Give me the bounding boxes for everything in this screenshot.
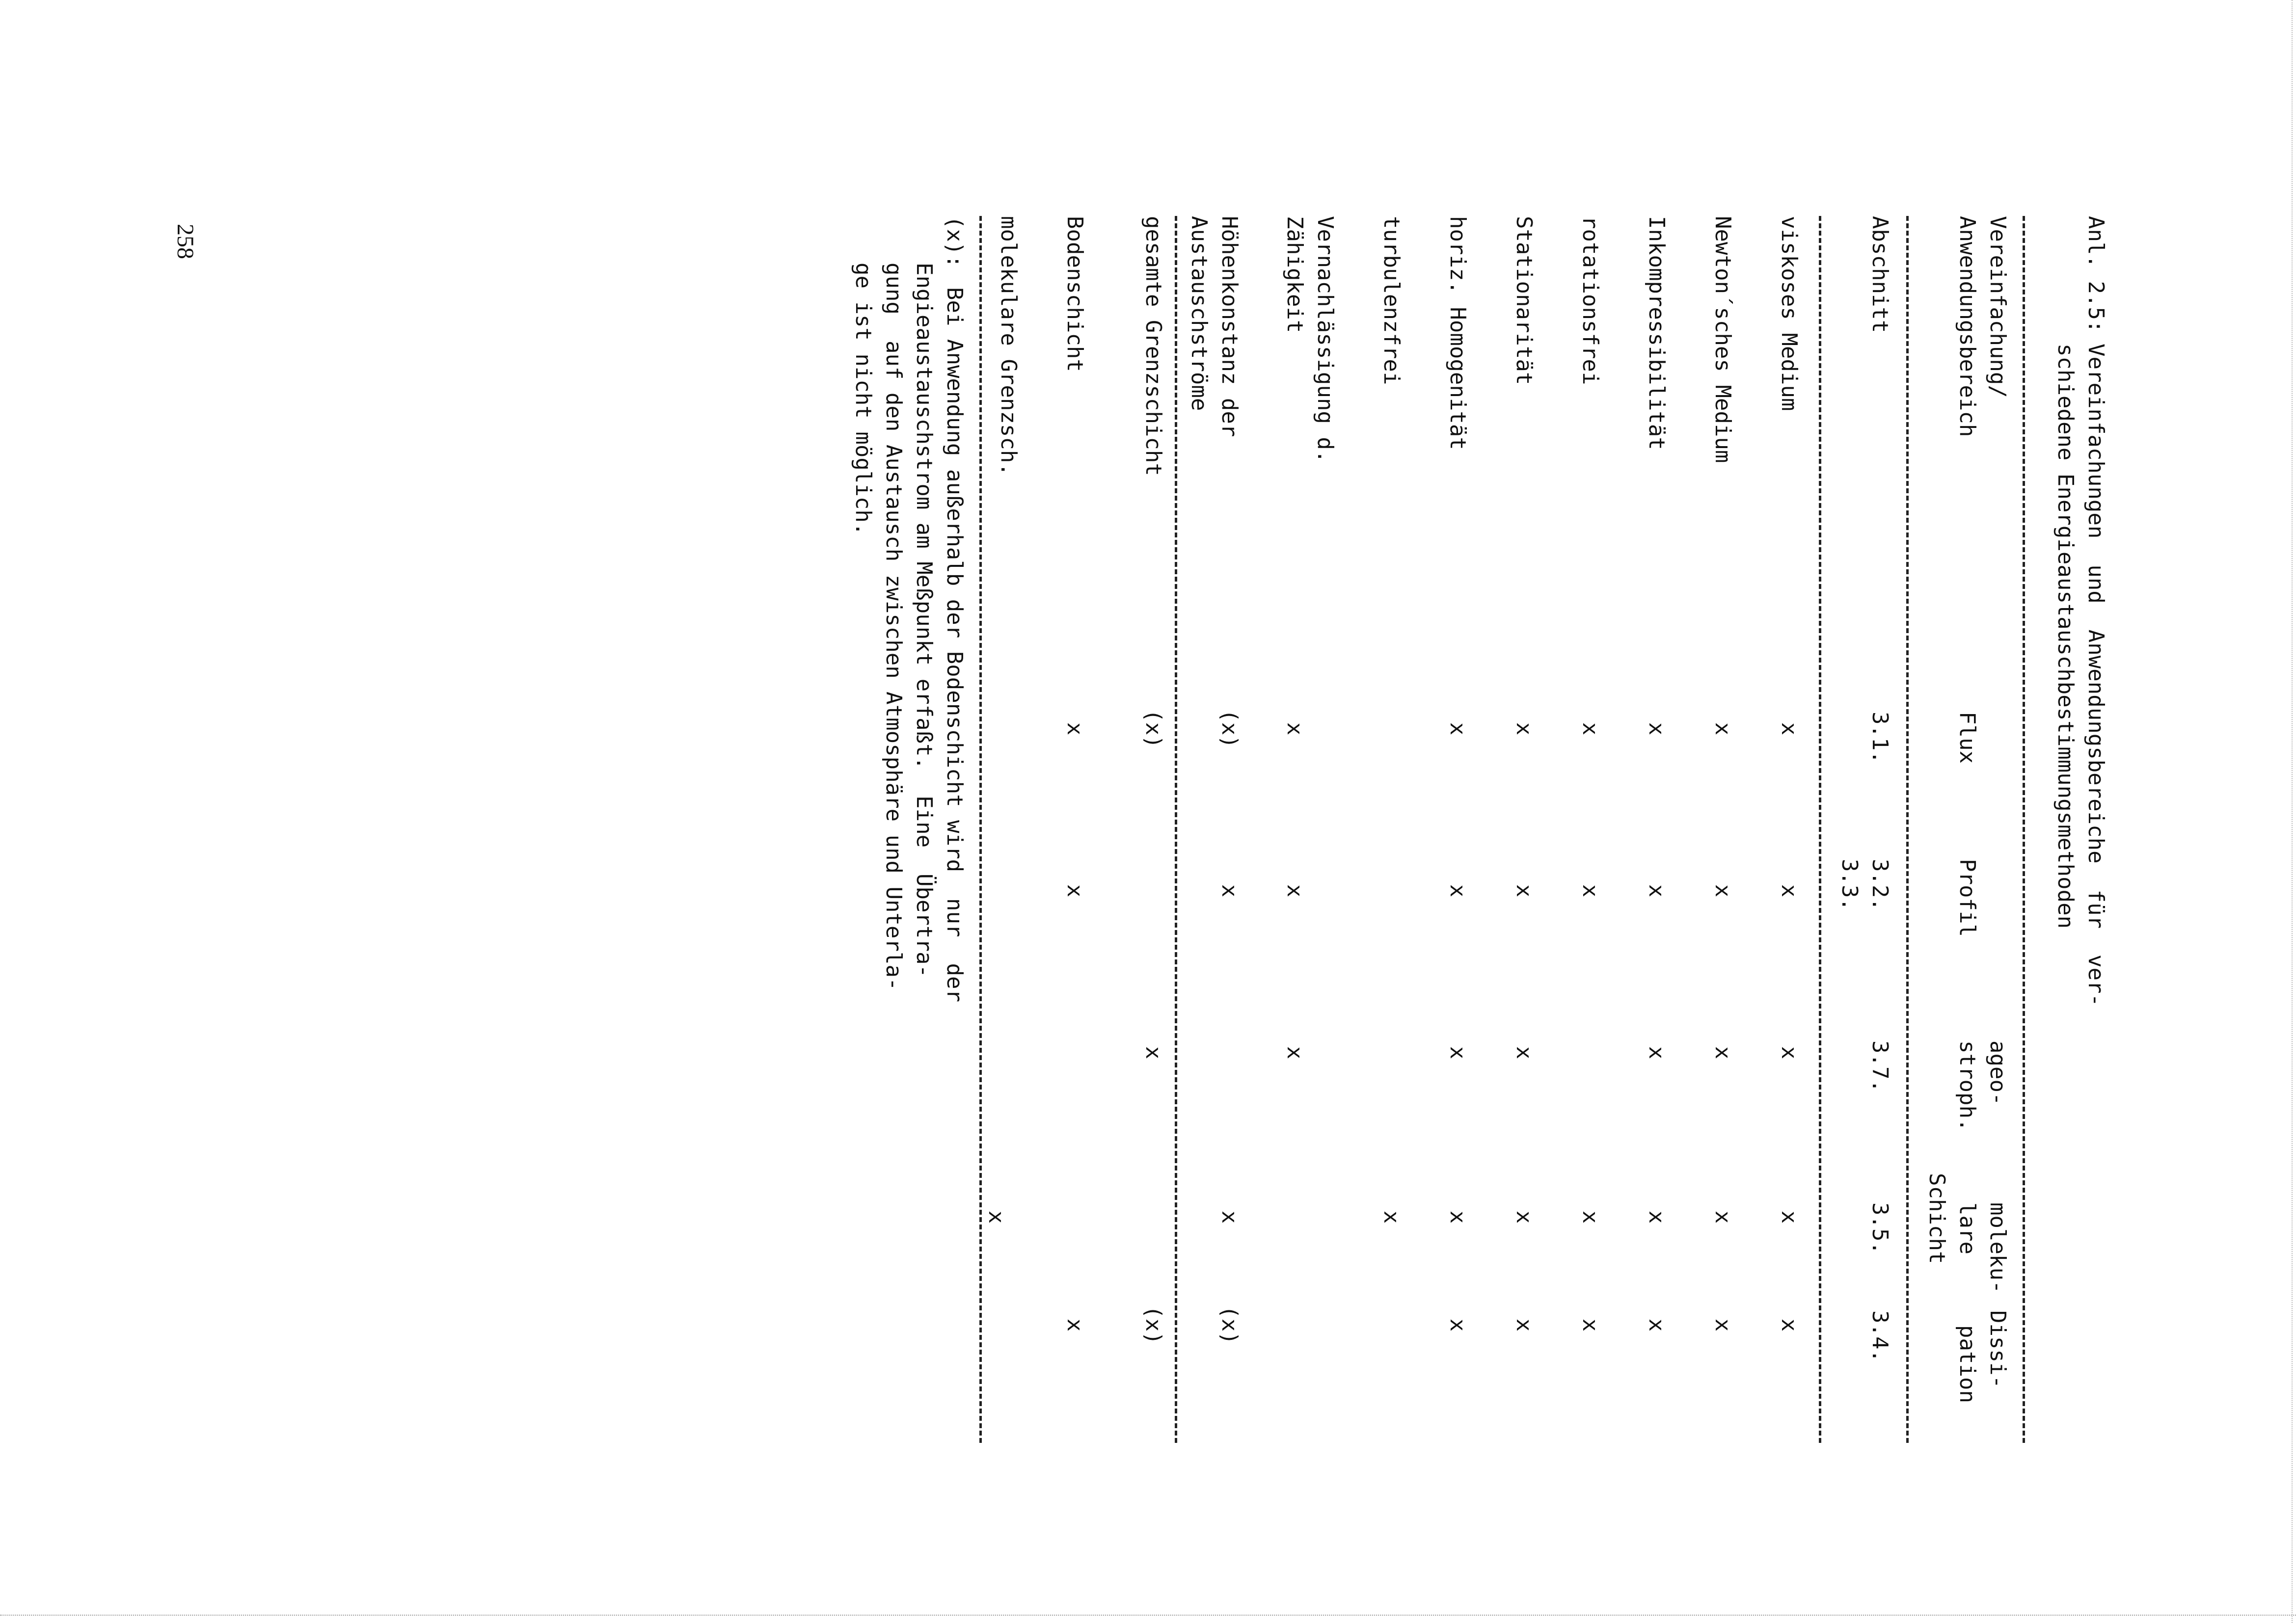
row-label-continued: Zähigkeit [1282,216,1307,333]
section-ageostroph: 3.7. [1867,1040,1892,1092]
column-header-profil: Profil [1955,859,1980,937]
column-header-molekulare-1: moleku- [1985,1202,2010,1294]
table-mark: x [1710,722,1735,736]
section-dissipation: 3.4. [1867,1310,1892,1362]
table-caption-line-1: Vereinfachungen und Anwendungsbereiche für ver- [2083,344,2108,1007]
table-mark: x [1578,1210,1603,1224]
table-mark: x [1282,884,1307,898]
column-header-flux: Flux [1955,712,1980,764]
row-label: Inkompressibilität [1644,216,1669,450]
header-row-label-line-1: Vereinfachung/ [1985,216,2010,398]
table-mark: x [1282,722,1307,736]
table-mark: x [1445,884,1470,898]
row-label-continued: Austauschströme [1187,216,1212,411]
table-mark: x [1217,884,1242,898]
row-label: Stationarität [1512,216,1537,385]
table-mark: x [1710,1210,1735,1224]
rule-header [1906,216,1909,1443]
column-header-molekulare-3: Schicht [1924,1173,1949,1264]
scan-edge-bottom [0,1615,2296,1616]
table-mark: x [1062,884,1087,898]
table-mark: x [1777,1318,1802,1332]
table-mark: x [1445,1210,1470,1224]
scan-edge-right [2292,0,2293,1623]
rule-section [1819,216,1821,1443]
row-label: Newton´sches Medium [1710,216,1735,463]
row-label: gesamte Grenzschicht [1141,216,1166,476]
table-mark: x [1644,1318,1669,1332]
table-mark: x [1217,1210,1242,1224]
footnote-line: Bei Anwendung außerhalb der Bodenschicht wird nur der [942,287,967,1002]
column-header-dissipation-2: pation [1955,1325,1980,1403]
rule-after-hoehenkonstanz [1175,216,1177,1443]
row-label: turbulenzfrei [1379,216,1404,385]
rule-top [2023,216,2025,1443]
table-mark: x [1710,1318,1735,1332]
table-mark: x [1710,884,1735,898]
table-mark: (x) [1141,1305,1166,1345]
table-caption-label: Anl. 2.5: [2083,216,2108,333]
section-molekulare: 3.5. [1867,1202,1892,1254]
table-mark: (x) [1217,1305,1242,1345]
table-mark: x [1710,1046,1735,1060]
table-mark: x [1445,1318,1470,1332]
row-label: rotationsfrei [1578,216,1603,385]
section-profil-1: 3.2. [1867,859,1892,911]
row-label: viskoses Medium [1777,216,1802,411]
table-mark: x [984,1210,1009,1224]
table-mark: x [1578,884,1603,898]
table-caption-line-2: schiedene Energieaustauschbestimmungsmethoden [2053,344,2078,929]
table-mark: x [1445,722,1470,736]
table-mark: x [1445,1046,1470,1060]
table-mark: x [1644,1210,1669,1224]
footnote-line: ge ist nicht möglich. [851,263,876,536]
table-mark: x [1512,1046,1537,1060]
row-label-abschnitt: Abschnitt [1867,216,1892,333]
rule-bottom [979,216,982,1443]
table-mark: x [1062,1318,1087,1332]
section-flux: 3.1. [1867,712,1892,764]
table-mark: x [1644,884,1669,898]
table-mark: x [1512,1210,1537,1224]
table-mark: x [1512,722,1537,736]
row-label: horiz. Homogenität [1445,216,1470,450]
table-mark: x [1644,722,1669,736]
row-label: Höhenkonstanz der [1217,216,1242,437]
column-header-molekulare-2: lare [1955,1202,1980,1254]
rotated-table-sheet [844,216,2111,1453]
row-label: Vernachlässigung d. [1313,216,1338,463]
row-label: molekulare Grenzsch. [996,216,1021,476]
table-mark: (x) [1217,709,1242,748]
footnote-line: gung auf den Austausch zwischen Atmosphäre und Unterla- [881,263,906,991]
column-header-ageostroph-1: ageo- [1985,1040,2010,1106]
table-mark: x [1141,1046,1166,1060]
table-mark: x [1777,1210,1802,1224]
header-row-label-line-2: Anwendungsbereich [1955,216,1980,437]
table-mark: x [1578,722,1603,736]
table-mark: x [1777,722,1802,736]
table-mark: x [1282,1046,1307,1060]
section-profil-2: 3.3. [1837,859,1862,911]
table-mark: (x) [1141,709,1166,748]
column-header-dissipation-1: Dissi- [1985,1310,2010,1388]
table-mark: x [1777,1046,1802,1060]
table-mark: x [1062,722,1087,736]
table-mark: x [1578,1318,1603,1332]
footnote-line: Engieaustauschstrom am Meßpunkt erfaßt. Eine Übertra- [912,263,937,978]
table-mark: x [1379,1210,1404,1224]
table-mark: x [1512,1318,1537,1332]
table-mark: x [1644,1046,1669,1060]
footnote-marker: (x): [942,216,967,268]
row-label: Bodenschicht [1062,216,1087,372]
table-mark: x [1512,884,1537,898]
column-header-ageostroph-2: stroph. [1955,1040,1980,1132]
table-mark: x [1777,884,1802,898]
page-number: 258 [172,224,198,259]
